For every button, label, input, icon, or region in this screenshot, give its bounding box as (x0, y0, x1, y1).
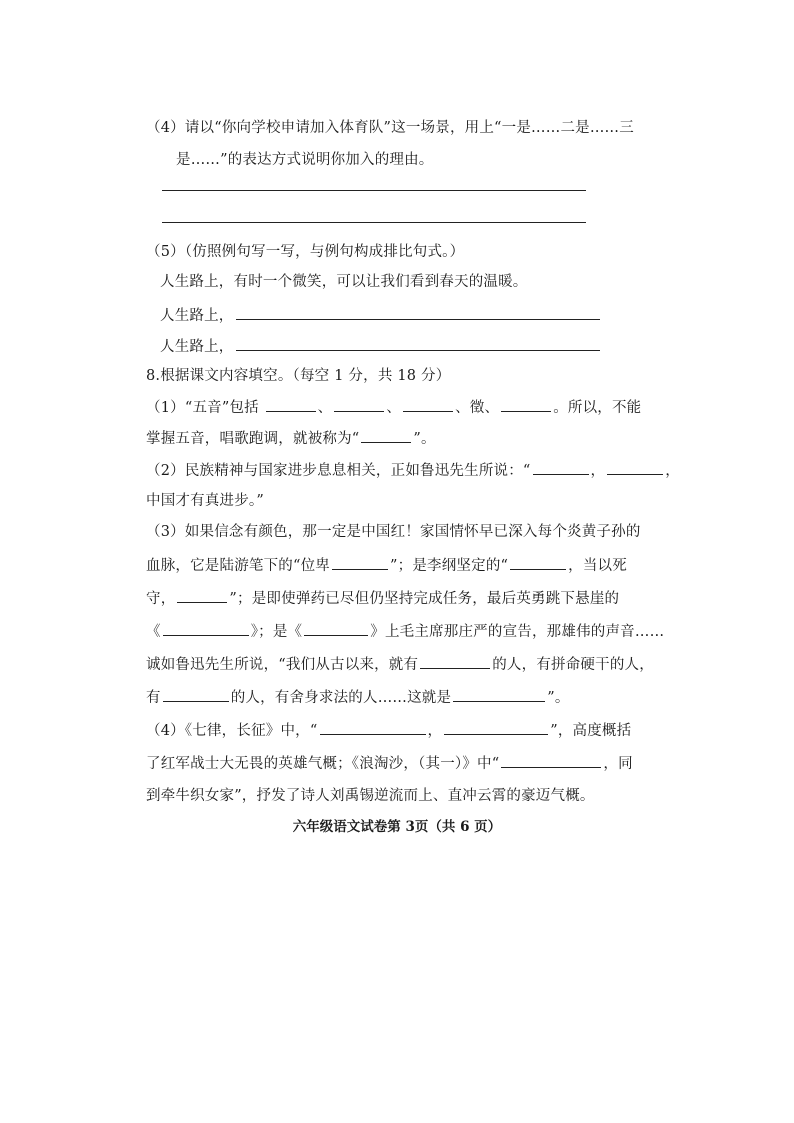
q8-1-sep-3: 、徵、 (455, 400, 500, 416)
q8-4-text-1b: ， (427, 723, 443, 739)
q5-answer-blank-2[interactable] (236, 336, 600, 351)
q8-3-blank-4[interactable] (163, 621, 249, 636)
q8-3-text-2c: ，当以死 (568, 558, 627, 574)
q8-3-line1: （3）如果信念有颜色，那一定是中国红！家国情怀早已深入每个炎黄子孙的 (146, 524, 641, 540)
q8-1-sep-1: 、 (317, 400, 333, 416)
q8-title: 8.根据课文内容填空。（每空 1 分，共 18 分） (146, 368, 451, 384)
q8-3-line4 (146, 621, 664, 642)
q5-prompt-1-label: 人生路上， (160, 308, 234, 324)
q8-2-line1 (146, 460, 680, 481)
q4-line1: （4）请以“你向学校申请加入体育队”这一场景，用上“一是……二是……三 (146, 120, 634, 136)
q8-2-text-b: ， (665, 463, 680, 479)
q8-4-line1 (146, 720, 631, 741)
q8-3-line2 (146, 555, 627, 576)
q8-3-text-4a: 《 (146, 624, 161, 640)
q8-3-text-3a: 守， (146, 591, 176, 607)
q8-1-line1 (146, 397, 641, 418)
q8-3-text-4c: 》上毛主席那庄严的宣告，那雄伟的声音…… (370, 624, 665, 640)
q8-4-text-1a: （4）《七律，长征》中，“ (146, 723, 318, 739)
q8-3-blank-1[interactable] (332, 555, 388, 570)
q8-4-blank-1[interactable] (320, 720, 426, 735)
q8-4-blank-2[interactable] (444, 720, 548, 735)
q4-answer-line-1[interactable] (162, 190, 586, 191)
q8-3-text-6a: 有 (146, 690, 161, 706)
q8-3-text-2b: ”；是李纲坚定的“ (390, 558, 509, 574)
q8-1-line2 (146, 428, 436, 449)
q8-1-blank-2[interactable] (334, 397, 384, 412)
q8-2-blank-2[interactable] (607, 460, 663, 475)
q8-1-sep-2: 、 (386, 400, 402, 416)
q8-4-text-2b: ，同 (603, 756, 633, 772)
q8-4-blank-3[interactable] (501, 753, 601, 768)
q8-3-blank-5[interactable] (304, 621, 368, 636)
q8-3-line5 (146, 654, 654, 675)
q8-3-text-4b: 》；是《 (250, 624, 303, 640)
q5-example: 人生路上，有时一个微笑，可以让我们看到春天的温暖。 (160, 274, 528, 290)
q8-1-blank-1[interactable] (266, 397, 316, 412)
q8-1-text-a: （1）“五音”包括 (146, 400, 259, 416)
q8-4-line2 (146, 753, 633, 774)
q5-prompt-2 (160, 336, 602, 357)
q8-3-text-2a: 血脉，它是陆游笔下的“位卑 (146, 558, 331, 574)
q5-answer-blank-1[interactable] (236, 305, 600, 320)
q8-1-text-b: 。所以，不能 (553, 400, 642, 416)
q8-3-blank-3[interactable] (177, 588, 227, 603)
q4-answer-line-2[interactable] (162, 222, 586, 223)
q5-prompt-1 (160, 305, 602, 326)
page-footer: 六年级语文试卷第 3页（共 6 页） (292, 819, 502, 835)
q8-1-text-d: ”。 (413, 431, 436, 447)
q8-2-text-a: （2）民族精神与国家进步息息相关，正如鲁迅先生所说：“ (146, 463, 531, 479)
q8-2-blank-1[interactable] (533, 460, 589, 475)
q8-4-line3: 到牵牛织女家”，抒发了诗人刘禹锡逆流而上、直冲云霄的豪迈气概。 (146, 788, 595, 804)
q8-1-blank-3[interactable] (403, 397, 453, 412)
q8-3-blank-2[interactable] (510, 555, 566, 570)
q8-1-blank-4[interactable] (501, 397, 551, 412)
q8-4-text-2a: 了红军战士大无畏的英雄气概；《浪淘沙，（其一）》中“ (146, 756, 500, 772)
q8-3-blank-6[interactable] (420, 654, 490, 669)
q8-2-sep: ， (590, 463, 606, 479)
q8-3-line3 (146, 588, 619, 609)
q8-3-text-6b: 的人，有舍身求法的人……这就是 (230, 690, 452, 706)
q8-1-text-c: 掌握五音，唱歌跑调，就被称为“ (146, 431, 360, 447)
q8-2-line2: 中国才有真进步。” (146, 493, 264, 509)
q5-instruction: （5）（仿照例句写一写，与例句构成排比句式。） (146, 244, 465, 260)
q8-3-blank-8[interactable] (453, 687, 545, 702)
q5-prompt-2-label: 人生路上， (160, 339, 234, 355)
q8-3-text-5a: 诚如鲁迅先生所说，“我们从古以来，就有 (146, 657, 419, 673)
q8-3-line6 (146, 687, 570, 708)
q8-4-text-1c: ”，高度概括 (550, 723, 632, 739)
q8-3-text-5b: 的人，有拼命硬干的人， (492, 657, 654, 673)
q8-3-blank-7[interactable] (163, 687, 229, 702)
q8-3-text-3b: ”；是即使弹药已尽但仍坚持完成任务，最后英勇跳下悬崖的 (229, 591, 620, 607)
q8-3-text-6c: ”。 (547, 690, 570, 706)
q8-1-blank-5[interactable] (361, 428, 411, 443)
q4-line2: 是……”的表达方式说明你加入的理由。 (176, 152, 434, 168)
